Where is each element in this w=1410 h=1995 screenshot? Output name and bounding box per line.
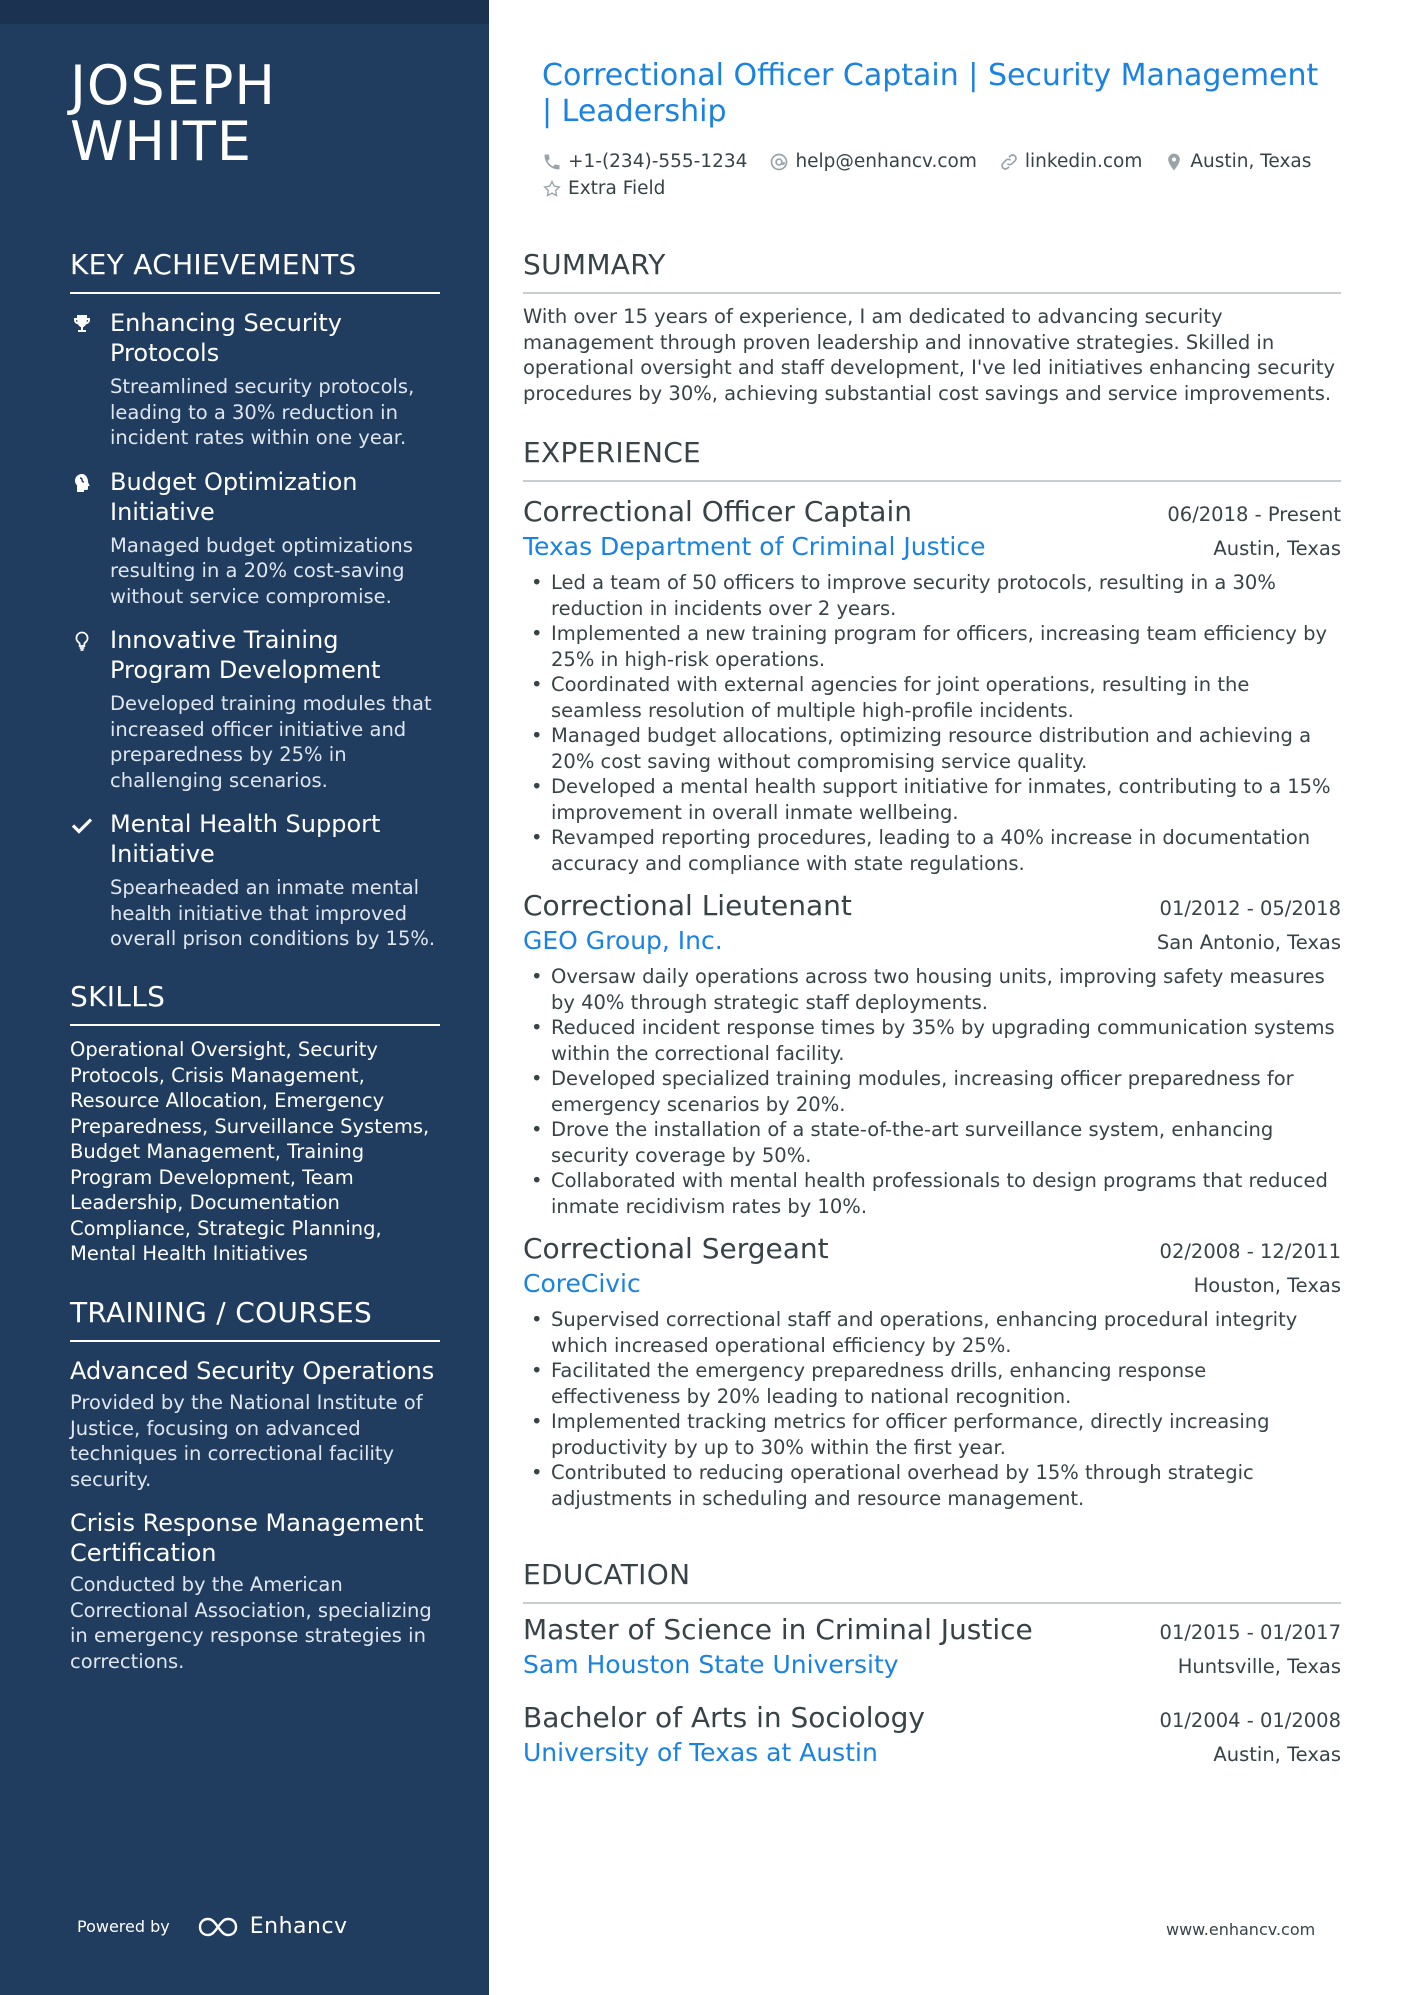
achievement-item — [70, 467, 440, 610]
job-entry — [523, 494, 1341, 876]
enhancv-brand: Enhancv — [249, 1914, 348, 1939]
education-section — [523, 1558, 1341, 1770]
education-dates: 01/2004 - 01/2008 — [1159, 1709, 1341, 1732]
job-title: Correctional Sergeant — [523, 1232, 829, 1265]
candidate-name — [70, 54, 276, 173]
summary-heading: SUMMARY — [523, 248, 1341, 294]
star-icon — [542, 179, 562, 199]
course-item — [70, 1356, 440, 1492]
job-location: Austin, Texas — [1213, 537, 1341, 560]
key-achievements-section — [70, 248, 440, 952]
achievement-description: Managed budget optimizations resulting in a 20% cost-saving without service compromise. — [110, 533, 413, 608]
job-dates: 06/2018 - Present — [1167, 503, 1341, 526]
education-degree: Bachelor of Arts in Sociology — [523, 1701, 925, 1734]
achievement-description: Streamlined security protocols, leading to a 30% reduction in incident rates within one year. — [110, 375, 415, 449]
job-bullet: • Developed specialized training modules, increasing officer preparedness for emergency scenarios by 20%. — [523, 1066, 1341, 1117]
headline: Correctional Officer Captain | Security Management | Leadership — [542, 58, 1319, 129]
at-icon — [769, 152, 789, 172]
last-name: WHITE — [70, 110, 253, 173]
course-title: Crisis Response Management Certification — [70, 1509, 424, 1567]
job-company: CoreCivic — [523, 1269, 641, 1298]
job-bullet: • Implemented a new training program for officers, increasing team efficiency by 25% in high-risk operations. — [523, 621, 1341, 672]
sidebar-top-bar — [0, 0, 489, 24]
job-location: Houston, Texas — [1193, 1274, 1341, 1297]
link-icon — [999, 152, 1019, 172]
contact-location — [1164, 148, 1311, 175]
contact-row — [542, 148, 1342, 202]
education-school: University of Texas at Austin — [523, 1738, 878, 1767]
education-school: Sam Houston State University — [523, 1650, 899, 1679]
training-section — [70, 1296, 440, 1674]
job-bullet: • Supervised correctional staff and operations, enhancing procedural integrity which increased operational efficiency by 25%. — [523, 1307, 1341, 1358]
education-heading: EDUCATION — [523, 1558, 1341, 1604]
course-description: Provided by the National Institute of Justice, focusing on advanced techniques in correctional facility security. — [70, 1391, 423, 1491]
skills-heading: SKILLS — [70, 980, 440, 1026]
skills-list: Operational Oversight, Security Protocols, Crisis Management, Resource Allocation, Emergency Preparedness, Surveillance Systems, Budget Management, Training Program Development, Team Leadership, Documentation Compliance, Strategic Planning, Mental Health Initiatives — [70, 1038, 430, 1265]
achievement-description: Developed training modules that increased officer initiative and preparedness by 25% in challenging scenarios. — [110, 692, 432, 792]
achievement-title: Mental Health Support Initiative — [110, 810, 381, 868]
contact-email-text: help@enhancv.com — [795, 151, 977, 172]
trophy-icon — [70, 312, 94, 336]
enhancv-logo[interactable] — [196, 1914, 348, 1939]
education-entry — [523, 1612, 1341, 1682]
job-title: Correctional Lieutenant — [523, 889, 852, 922]
key-achievements-heading: KEY ACHIEVEMENTS — [70, 248, 440, 294]
contact-phone[interactable] — [542, 148, 747, 175]
job-bullet: • Revamped reporting procedures, leading to a 40% increase in documentation accuracy and compliance with state regulations. — [523, 825, 1341, 876]
job-dates: 02/2008 - 12/2011 — [1159, 1240, 1341, 1263]
contact-email[interactable] — [769, 148, 976, 175]
location-pin-icon — [1164, 152, 1184, 172]
sidebar — [0, 0, 489, 1995]
education-dates: 01/2015 - 01/2017 — [1159, 1621, 1341, 1644]
job-bullet: • Led a team of 50 officers to improve security protocols, resulting in a 30% reduction in incidents over 2 years. — [523, 570, 1341, 621]
contact-extra-text: Extra Field — [568, 178, 666, 199]
job-entry — [523, 888, 1341, 1219]
education-degree: Master of Science in Criminal Justice — [523, 1613, 1033, 1646]
experience-heading: EXPERIENCE — [523, 436, 1341, 482]
achievement-item — [70, 308, 440, 451]
job-bullet: • Managed budget allocations, optimizing resource distribution and achieving a 20% cost saving without compromising service quality. — [523, 723, 1341, 774]
phone-icon — [542, 152, 562, 172]
achievement-item — [70, 809, 440, 952]
job-bullet: • Facilitated the emergency preparedness drills, enhancing response effectiveness by 20% leading to national recognition. — [523, 1358, 1341, 1409]
job-dates: 01/2012 - 05/2018 — [1159, 897, 1341, 920]
checkmark-icon — [70, 813, 94, 837]
job-bullet: • Oversaw daily operations across two housing units, improving safety measures by 40% through strategic staff deployments. — [523, 964, 1341, 1015]
first-name: JOSEPH — [70, 54, 276, 117]
job-bullet: • Drove the installation of a state-of-the-art surveillance system, enhancing security coverage by 50%. — [523, 1117, 1341, 1168]
course-title: Advanced Security Operations — [70, 1357, 435, 1385]
skills-section — [70, 980, 440, 1267]
job-bullets — [523, 1307, 1341, 1511]
job-bullet: • Contributed to reducing operational overhead by 15% through strategic adjustments in scheduling and resource management. — [523, 1460, 1341, 1511]
achievement-description: Spearheaded an inmate mental health initiative that improved overall prison conditions by 15%. — [110, 876, 436, 950]
course-description: Conducted by the American Correctional Association, specializing in emergency response strategies in corrections. — [70, 1573, 432, 1673]
education-location: Huntsville, Texas — [1177, 1655, 1341, 1678]
job-bullet: • Coordinated with external agencies for joint operations, resulting in the seamless resolution of multiple high-profile incidents. — [523, 672, 1341, 723]
achievement-title: Budget Optimization Initiative — [110, 467, 358, 526]
job-bullets — [523, 570, 1341, 876]
achievement-title: Innovative Training Program Development — [110, 626, 381, 684]
job-bullet: • Collaborated with mental health professionals to design programs that reduced inmate recidivism rates by 10%. — [523, 1168, 1341, 1219]
education-entry — [523, 1700, 1341, 1770]
job-bullet: • Implemented tracking metrics for officer performance, directly increasing productivity by up to 30% within the first year. — [523, 1409, 1341, 1460]
contact-location-text: Austin, Texas — [1190, 151, 1312, 172]
training-heading: TRAINING / COURSES — [70, 1296, 440, 1342]
achievement-title: Enhancing Security Protocols — [110, 309, 342, 367]
job-bullets — [523, 964, 1341, 1219]
contact-linkedin[interactable] — [999, 148, 1142, 175]
job-bullet: • Developed a mental health support initiative for inmates, contributing to a 15% improvement in overall inmate wellbeing. — [523, 774, 1341, 825]
job-entry — [523, 1231, 1341, 1511]
contact-linkedin-text: linkedin.com — [1024, 151, 1143, 172]
job-location: San Antonio, Texas — [1156, 931, 1341, 954]
job-bullet: • Reduced incident response times by 35% by upgrading communication systems within the correctional facility. — [523, 1015, 1341, 1066]
footer-url[interactable]: www.enhancv.com — [1166, 1920, 1316, 1939]
job-company: Texas Department of Criminal Justice — [523, 532, 986, 561]
achievement-item — [70, 625, 440, 793]
contact-phone-text: +1-(234)-555-1234 — [568, 151, 748, 172]
job-company: GEO Group, Inc. — [523, 926, 723, 955]
course-item — [70, 1508, 440, 1674]
experience-section — [523, 436, 1341, 1511]
powered-by-label: Powered by — [77, 1917, 170, 1936]
lightbulb-icon — [70, 629, 94, 653]
summary-text: With over 15 years of experience, I am dedicated to advancing security management through proven leadership and innovative strategies. Skilled in operational oversight and staff development, I've led initiatives enhancing security procedures by 30%, achieving substantial cost savings and service improvements. — [523, 305, 1336, 405]
job-title: Correctional Officer Captain — [523, 495, 912, 528]
summary-section — [523, 248, 1341, 406]
contact-extra — [542, 175, 665, 202]
powered-by — [77, 1914, 348, 1939]
education-location: Austin, Texas — [1213, 1743, 1341, 1766]
enhancv-logo-icon — [196, 1915, 242, 1939]
brain-icon — [70, 471, 94, 495]
